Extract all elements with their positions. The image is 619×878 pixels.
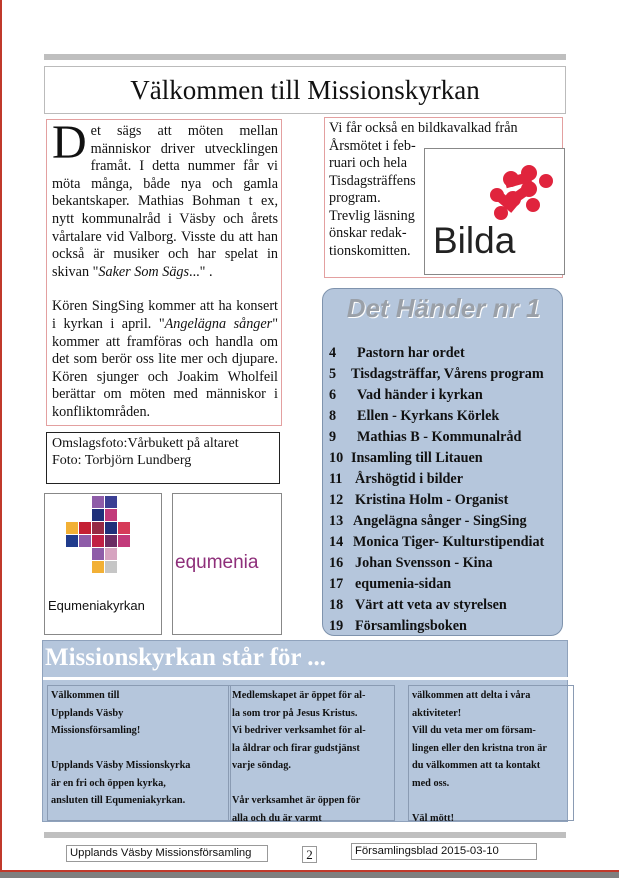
album-title: Saker Som Sägs [98, 263, 190, 280]
page-number: 2 [302, 846, 317, 863]
contents-item: 13 Angelägna sånger - SingSing [329, 513, 527, 529]
contents-item: 18 Värt att veta av styrelsen [329, 597, 507, 613]
contents-item: 6 Vad händer i kyrkan [329, 387, 483, 403]
contents-item: 8 Ellen - Kyrkans Körlek [329, 408, 500, 424]
top-divider [44, 54, 566, 60]
right-line: Vi får också en bildkavalkad från [329, 120, 518, 136]
dropcap: D [52, 116, 87, 169]
contents-item: 19 Församlingsboken [329, 618, 467, 634]
bilda-logo [424, 148, 565, 275]
missionskyrkan-column-2: Medlemskapet är öppet för al- la som tror på Jesus Kristus. Vi bedriver verksamhet för al- la åldrar och firar gudstjänst varje söndag. Vår verksamhet är öppen för alla och du är varmt [228, 685, 395, 821]
intro-para-2: Kören SingSing kommer att ha konsert i kyrkan i april. " [52, 298, 278, 332]
contents-item: 4 Pastorn har ordet [329, 345, 465, 361]
right-line: Årsmötet i feb- [329, 137, 416, 154]
caption-line-2: Foto: Torbjörn Lundberg [52, 453, 192, 468]
contents-item: 16 Johan Svensson - Kina [329, 555, 493, 571]
caption-line-1: Omslagsfoto:Vårbukett på altaret [52, 436, 239, 451]
det-hander-title: Det Händer nr 1 [346, 293, 541, 323]
contents-list [329, 343, 561, 637]
contents-item: 10 Insamling till Litauen [329, 450, 483, 466]
right-line: tionskomitten. [329, 242, 411, 259]
page-title: Välkommen till Missionskyrkan [44, 66, 566, 114]
equmeniakyrkan-wordmark: Equmeniakyrkan [48, 598, 145, 613]
right-line: Trevlig läsning [329, 207, 415, 224]
bottom-divider [44, 832, 566, 838]
footer-issue-date: Församlingsblad 2015-03-10 [351, 843, 537, 860]
contents-item: 12 Kristina Holm - Organist [329, 492, 509, 508]
right-line: program. [329, 190, 381, 206]
equmenia-wordmark: equmenia [175, 552, 259, 573]
contents-item: 9 Mathias B - Kommunalråd [329, 429, 522, 445]
missionskyrkan-rule [43, 677, 569, 680]
intro-para-1: et sägs att möten mellan människor driver utvecklingen framåt. I detta nummer får vi möta många, både nya och gamla bekantskaper. Mathias Bohman t ex, nytt kommunalråd i Väsby och årets vårtalare vid Valborg. Visste du att han också är musiker och har spelat in skivan " [52, 123, 278, 280]
contents-item: 14 Monica Tiger- Kulturstipendiat [329, 534, 545, 550]
intro-article [46, 116, 282, 426]
missionskyrkan-column-3: välkommen att delta i våra aktiviteter! Vill du veta mer om försam- lingen eller den kristna tron är du välkommen att ta kontakt med oss. Väl mött! [408, 685, 574, 821]
photo-caption [46, 432, 280, 484]
page-edge-bottom [0, 872, 619, 878]
missionskyrkan-panel [42, 640, 568, 822]
right-line: Tisdagsträffens [329, 172, 416, 189]
contents-item: 17 equmenia-sidan [329, 576, 452, 592]
contents-item: 11 Årshögtid i bilder [329, 471, 463, 487]
footer-publisher: Upplands Väsby Missionsförsamling [66, 845, 268, 862]
equmeniakyrkan-logo [44, 493, 162, 635]
intro-para-1-end: ..." . [189, 263, 213, 280]
missionskyrkan-title: Missionskyrkan står för ... [45, 644, 327, 671]
bilda-wordmark: Bilda [433, 220, 516, 261]
contents-item: 5 Tisdagsträffar, Vårens program [329, 366, 544, 382]
page-edge-left [0, 0, 2, 878]
equmenia-logo [172, 493, 282, 635]
right-line: önskar redak- [329, 225, 407, 241]
missionskyrkan-column-1: Välkommen till Upplands Väsby Missionsförsamling! Upplands Väsby Missionskyrka är en fri och öppen kyrka, ansluten till Equmeniakyrkan. [47, 685, 231, 821]
det-hander-panel [322, 288, 563, 636]
right-line: ruari och hela [329, 155, 407, 171]
concert-title: Angelägna sånger [164, 315, 273, 332]
intro-para-2-end: " kommer att framföras och handla om det som berör oss lite mer och djupare. Kören sjunger och Joakim Wholfeil berättar om möten med människor i konfliktområden. [52, 315, 278, 420]
